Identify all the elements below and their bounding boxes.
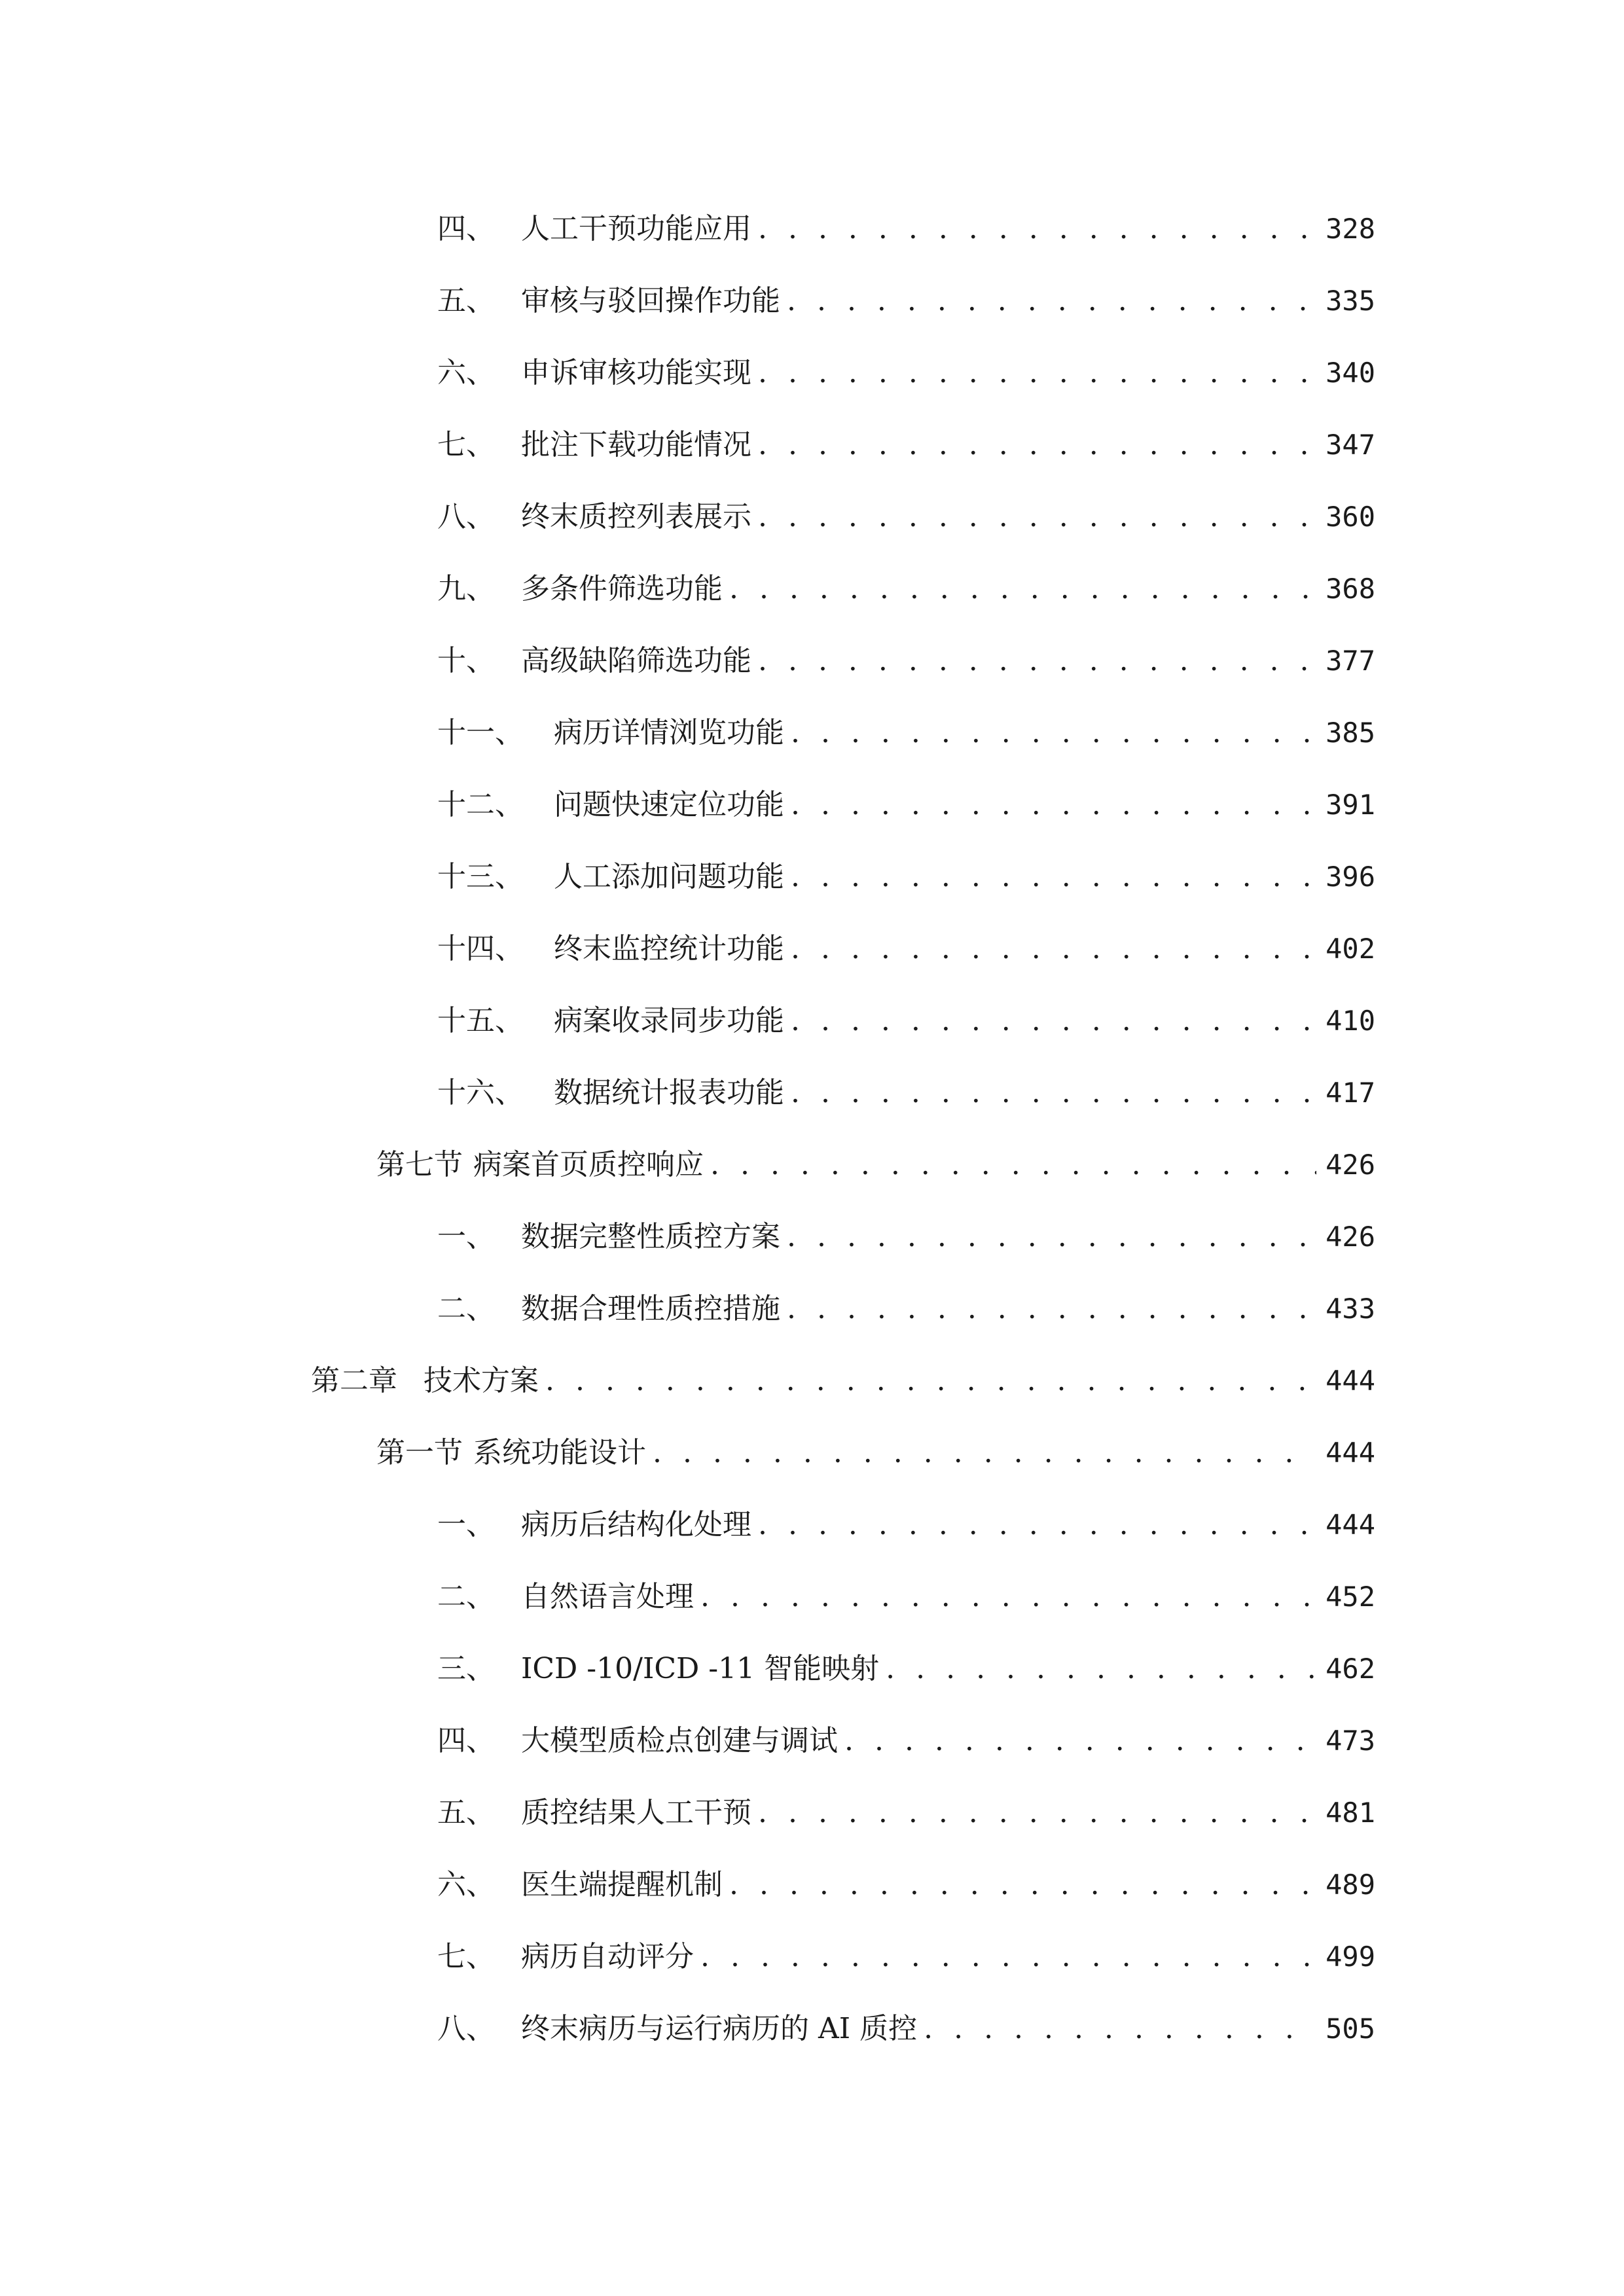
toc-entry-number: 第二章	[311, 1364, 397, 1397]
toc-entry-number: 六、	[437, 1868, 495, 1901]
dot-leader	[787, 281, 1316, 321]
dot-leader	[729, 569, 1316, 609]
dot-leader	[710, 1145, 1316, 1185]
toc-entry[interactable]	[437, 2009, 1375, 2049]
toc-entry-number: 七、	[437, 428, 495, 461]
toc-entry-page: 444	[1326, 1509, 1375, 1541]
toc-entry-title: 医生端提醒机制	[521, 1868, 723, 1901]
toc-chapter-entry[interactable]	[311, 1361, 1375, 1401]
toc-entry-number: 一、	[437, 1508, 495, 1541]
toc-entry[interactable]	[437, 713, 1375, 753]
toc-entry-page: 481	[1326, 1797, 1375, 1829]
toc-entry[interactable]	[437, 929, 1375, 969]
dot-leader	[729, 1865, 1316, 1905]
toc-entry-page: 347	[1326, 429, 1375, 461]
toc-entry[interactable]	[437, 1289, 1375, 1329]
toc-entry[interactable]	[437, 425, 1375, 465]
toc-entry-title: 自然语言处理	[521, 1580, 694, 1613]
toc-entry-page: 499	[1326, 1941, 1375, 1973]
toc-entry-title: 病案首页质控响应	[473, 1148, 704, 1181]
toc-entry[interactable]	[437, 497, 1375, 537]
toc-entry-number: 十一、	[437, 716, 524, 749]
toc-entry-title: 申诉审核功能实现	[521, 356, 751, 389]
toc-entry-title: 质控结果人工干预	[521, 1796, 751, 1829]
toc-entry-title: 人工添加问题功能	[554, 860, 784, 893]
toc-entry-page: 489	[1326, 1869, 1375, 1901]
toc-entry[interactable]	[437, 569, 1375, 609]
toc-entry-number: 八、	[437, 500, 495, 533]
dot-leader	[844, 1721, 1316, 1761]
toc-entry[interactable]	[437, 1721, 1375, 1761]
toc-entry-page: 410	[1326, 1005, 1375, 1037]
toc-section-entry[interactable]	[376, 1145, 1375, 1185]
dot-leader	[700, 1937, 1316, 1977]
toc-entry-page: 426	[1326, 1221, 1375, 1253]
toc-entry[interactable]	[437, 1649, 1375, 1689]
toc-entry-title: 系统功能设计	[473, 1436, 646, 1469]
toc-entry-number: 十、	[437, 644, 495, 677]
dot-leader	[787, 1289, 1316, 1329]
toc-entry-number: 二、	[437, 1292, 495, 1325]
dot-leader	[791, 1001, 1316, 1041]
dot-leader	[758, 1505, 1316, 1545]
toc-entry-title: 数据统计报表功能	[554, 1076, 784, 1109]
toc-entry-page: 396	[1326, 861, 1375, 893]
toc-entry-number: 二、	[437, 1580, 495, 1613]
dot-leader	[791, 857, 1316, 897]
dot-leader	[758, 209, 1316, 249]
toc-entry[interactable]	[437, 857, 1375, 897]
toc-entry-title: 病历后结构化处理	[521, 1508, 751, 1541]
toc-entry-number: 一、	[437, 1220, 495, 1253]
toc-entry-page: 340	[1326, 357, 1375, 389]
toc-entry[interactable]	[437, 209, 1375, 249]
toc-entry-title: 病历自动评分	[521, 1940, 694, 1973]
dot-leader	[791, 1073, 1316, 1113]
toc-entry-title: 数据完整性质控方案	[521, 1220, 780, 1253]
toc-entry-title: 多条件筛选功能	[521, 572, 723, 605]
toc-entry-number: 八、	[437, 2012, 495, 2045]
dot-leader	[700, 1577, 1316, 1617]
toc-entry-number: 四、	[437, 1724, 495, 1757]
toc-entry-title: 病历详情浏览功能	[554, 716, 784, 749]
toc-entry-number: 第一节	[376, 1436, 463, 1469]
toc-entry-page: 417	[1326, 1077, 1375, 1109]
toc-entry-page: 505	[1326, 2013, 1375, 2045]
toc-entry-page: 377	[1326, 645, 1375, 677]
toc-entry-page: 335	[1326, 285, 1375, 317]
toc-entry-page: 452	[1326, 1581, 1375, 1613]
dot-leader	[787, 1217, 1316, 1257]
toc-entry[interactable]	[437, 1001, 1375, 1041]
toc-entry-page: 462	[1326, 1653, 1375, 1685]
toc-section-entry[interactable]	[376, 1433, 1375, 1473]
dot-leader	[791, 785, 1316, 825]
toc-entry[interactable]	[437, 641, 1375, 681]
toc-entry-page: 360	[1326, 501, 1375, 533]
toc-entry-number: 九、	[437, 572, 495, 605]
toc-entry[interactable]	[437, 1937, 1375, 1977]
toc-entry-page: 444	[1326, 1365, 1375, 1397]
toc-entry-page: 444	[1326, 1437, 1375, 1469]
toc-entry-title: 大模型质检点创建与调试	[521, 1724, 838, 1757]
toc-entry[interactable]	[437, 1217, 1375, 1257]
dot-leader	[886, 1649, 1316, 1689]
toc-entry-number: 四、	[437, 212, 495, 245]
toc-entry-number: 第七节	[376, 1148, 463, 1181]
dot-leader	[924, 2009, 1316, 2049]
toc-entry-title: 终末病历与运行病历的 AI 质控	[521, 2012, 918, 2045]
toc-entry-number: 十六、	[437, 1076, 524, 1109]
toc-entry[interactable]	[437, 1577, 1375, 1617]
toc-entry-title: 高级缺陷筛选功能	[521, 644, 751, 677]
dot-leader	[653, 1433, 1316, 1473]
dot-leader	[758, 497, 1316, 537]
toc-entry[interactable]	[437, 353, 1375, 393]
toc-entry-title: 批注下载功能情况	[521, 428, 751, 461]
toc-entry-page: 368	[1326, 573, 1375, 605]
toc-entry-title: 审核与驳回操作功能	[521, 284, 780, 317]
toc-entry-page: 402	[1326, 933, 1375, 965]
toc-entry-title: 终末监控统计功能	[554, 932, 784, 965]
toc-entry[interactable]	[437, 1505, 1375, 1545]
dot-leader	[791, 929, 1316, 969]
toc-entry-page: 385	[1326, 717, 1375, 749]
toc-entry[interactable]	[437, 1865, 1375, 1905]
toc-entry-title: 技术方案	[424, 1364, 539, 1397]
dot-leader	[545, 1361, 1316, 1401]
toc-entry-page: 473	[1326, 1725, 1375, 1757]
toc-entry-number: 七、	[437, 1940, 495, 1973]
dot-leader	[758, 1793, 1316, 1833]
toc-entry[interactable]	[437, 1793, 1375, 1833]
dot-leader	[758, 425, 1316, 465]
toc-entry-title: 数据合理性质控措施	[521, 1292, 780, 1325]
toc-entry[interactable]	[437, 281, 1375, 321]
toc-entry-title: 问题快速定位功能	[554, 788, 784, 821]
toc-entry-title: 终末质控列表展示	[521, 500, 751, 533]
toc-entry-page: 426	[1326, 1149, 1375, 1181]
toc-entry-page: 328	[1326, 213, 1375, 245]
toc-entry-number: 十四、	[437, 932, 524, 965]
dot-leader	[758, 353, 1316, 393]
toc-entry-page: 433	[1326, 1293, 1375, 1325]
toc-entry-number: 十五、	[437, 1004, 524, 1037]
dot-leader	[791, 713, 1316, 753]
toc-entry[interactable]	[437, 1073, 1375, 1113]
toc-entry-title: ICD -10/ICD -11 智能映射	[521, 1652, 880, 1685]
toc-entry-page: 391	[1326, 789, 1375, 821]
toc-entry-number: 十三、	[437, 860, 524, 893]
toc-entry-number: 十二、	[437, 788, 524, 821]
toc-entry-title: 病案收录同步功能	[554, 1004, 784, 1037]
toc-entry-number: 六、	[437, 356, 495, 389]
toc-entry-number: 五、	[437, 284, 495, 317]
toc-entry[interactable]	[437, 785, 1375, 825]
dot-leader	[758, 641, 1316, 681]
toc-entry-title: 人工干预功能应用	[521, 212, 751, 245]
toc-entry-number: 三、	[437, 1652, 495, 1685]
toc-entry-number: 五、	[437, 1796, 495, 1829]
